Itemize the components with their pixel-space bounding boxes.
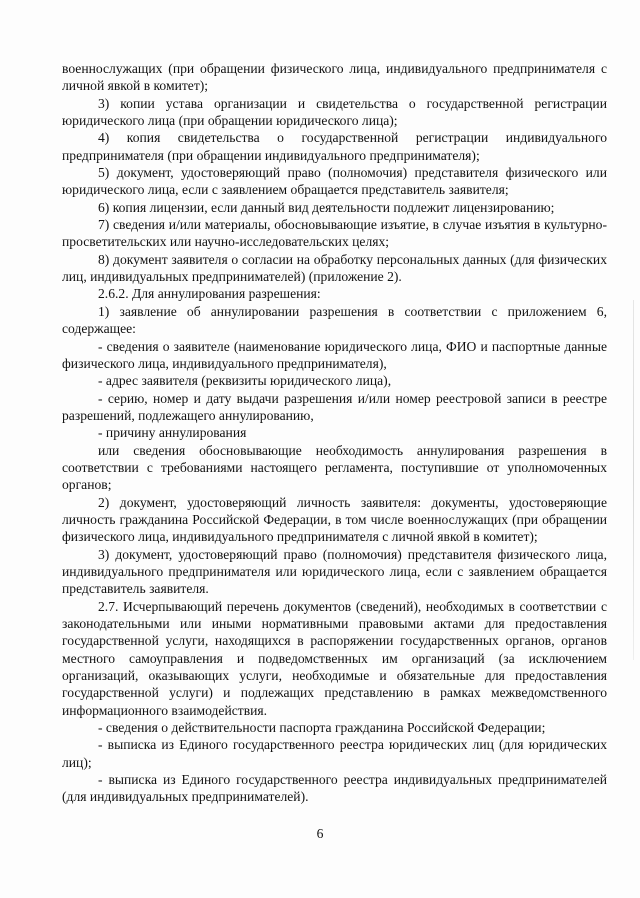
paragraph: 8) документ заявителя о согласии на обработку персональных данных (для физических лиц, индивидуальных предпринимателей) (приложение 2).: [62, 251, 607, 285]
section-paragraph: 2.7. Исчерпывающий перечень документов (сведений), необходимых в соответствии с законодательными или иными нормативными правовыми актами для предоставления государственной услуги, находящихся в распоряжении государственных органов, органов местного самоуправления и подведомственных им организаций (за исключением организаций, оказывающих услуги, необходимые и обязательные для предоставления государственной услуги) и подлежащих представлению в рамках межведомственного информационного взаимодействия.: [62, 598, 607, 718]
list-item: - сведения о действительности паспорта гражданина Российской Федерации;: [98, 720, 546, 736]
paragraph: 3) документ, удостоверяющий право (полномочия) представителя физического лица, индивидуального предпринимателя или юридического лица, если с заявлением обращается представитель заявителя.: [62, 546, 607, 597]
paragraph: военнослужащих (при обращении физического лица, индивидуального предпринимателя с личной явкой в комитет);: [62, 61, 607, 94]
list-item: - адрес заявителя (реквизиты юридического лица),: [98, 373, 392, 389]
paragraph: или сведения обосновывающие необходимость аннулирования разрешения в соответствии с требованиями настоящего регламента, поступившие от уполномоченных органов;: [62, 442, 607, 493]
paragraph: 5) документ, удостоверяющий право (полномочия) представителя физического или юридического лица, если с заявлением обращается представитель заявителя;: [62, 165, 607, 198]
scan-edge-mark: [633, 300, 634, 660]
paragraph: 3) копии устава организации и свидетельства о государственной регистрации юридического лица (при обращении юридического лица);: [62, 95, 607, 129]
list-item: - причину аннулирования: [98, 425, 247, 441]
section-heading: 2.6.2. Для аннулирования разрешения:: [98, 286, 321, 302]
paragraph: 7) сведения и/или материалы, обосновывающие изъятие, в случае изъятия в культурно-просветительских или научно-исследовательских целях;: [62, 217, 607, 250]
list-item: - выписка из Единого государственного реестра юридических лиц (для юридических лиц);: [62, 737, 607, 770]
list-item: - серию, номер и дату выдачи разрешения и/или номер реестровой записи в реестре разрешений, подлежащего аннулированию,: [62, 390, 607, 423]
list-item: - выписка из Единого государственного реестра индивидуальных предпринимателей (для индивидуальных предпринимателей).: [62, 772, 607, 805]
page-number: 6: [316, 826, 324, 841]
paragraph: 2) документ, удостоверяющий личность заявителя: документы, удостоверяющие личность гражданина Российской Федерации, в том числе военнослужащих (при обращении физического лица, индивидуального предпринимателя с личной явкой в комитет);: [62, 494, 607, 545]
list-item: - сведения о заявителе (наименование юридического лица, ФИО и паспортные данные физического лица, индивидуального предпринимателя),: [62, 338, 607, 371]
paragraph: 1) заявление об аннулировании разрешения в соответствии с приложением 6, содержащее:: [62, 303, 607, 337]
paragraph: 6) копия лицензии, если данный вид деятельности подлежит лицензированию;: [98, 199, 555, 215]
paragraph: 4) копия свидетельства о государственной регистрации индивидуального предпринимателя (при обращении индивидуального предпринимателя);: [62, 130, 607, 163]
body-text: [62, 60, 607, 806]
